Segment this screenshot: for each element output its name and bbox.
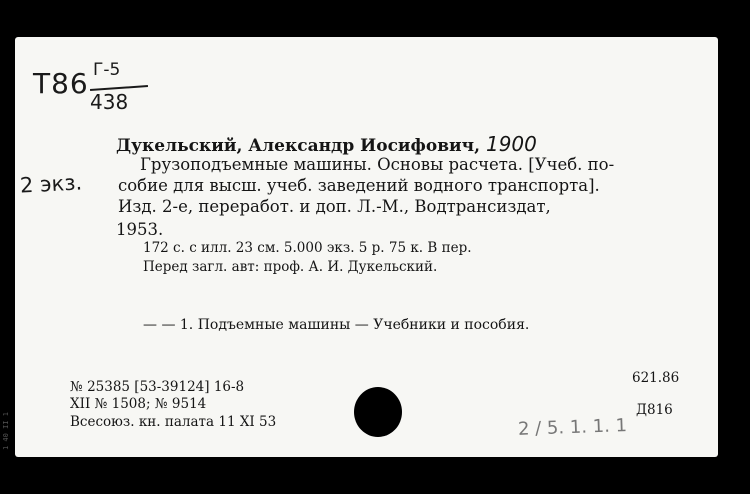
subject-heading: — — 1. Подъемные машины — Учебники и пособия. xyxy=(143,317,530,333)
call-number-bottom: 438 xyxy=(90,90,129,114)
title-line-3: Изд. 2-е, переработ. и доп. Л.-М., Водтрансиздат, xyxy=(118,197,551,216)
title-line-4: 1953. xyxy=(116,220,164,239)
punch-hole xyxy=(354,387,402,437)
footer-line-3: Всесоюз. кн. палата 11 XI 53 xyxy=(70,414,277,430)
title-line-1: Грузоподъемные машины. Основы расчета. [Учеб. по- xyxy=(140,155,615,174)
catalog-card xyxy=(15,37,718,457)
physical-description: 172 с. с илл. 23 см. 5.000 экз. 5 р. 75 к. В пер. xyxy=(143,240,472,256)
copies-note: 2 экз. xyxy=(19,170,83,198)
call-number-main: T86 xyxy=(33,67,89,100)
footer-line-2: XII № 1508; № 9514 xyxy=(70,396,207,412)
title-line-2: собие для высш. учеб. заведений водного транспорта]. xyxy=(118,176,600,195)
classification-number: 621.86 xyxy=(632,370,680,386)
author-name: Дукельский, Александр Иосифович, xyxy=(116,136,480,156)
author-heading xyxy=(116,132,537,156)
handwritten-date: 2 / 5. 1. 1. 1 xyxy=(517,415,628,440)
edge-marking: 1 40 II 1 xyxy=(2,412,10,450)
author-year: 1900 xyxy=(485,132,537,156)
footer-line-1: № 25385 [53-39124] 16-8 xyxy=(70,379,245,395)
author-mark: Д816 xyxy=(636,402,673,418)
note-line: Перед загл. авт: проф. А. И. Дукельский. xyxy=(143,259,438,275)
call-number-top: Г-5 xyxy=(93,60,121,80)
